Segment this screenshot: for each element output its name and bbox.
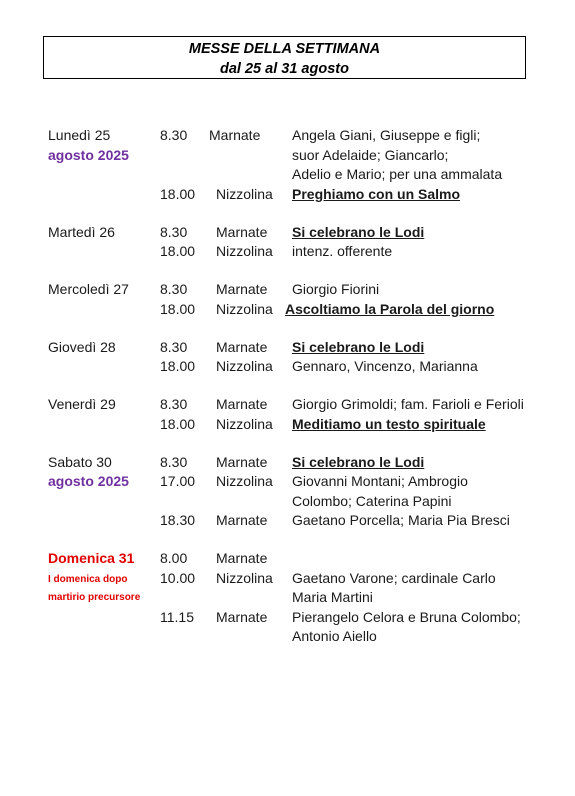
liturgical-note: I domenica dopo (48, 573, 128, 585)
mass-place: Nizzolina (216, 473, 273, 489)
mass-place: Nizzolina (216, 569, 273, 586)
mass-place: Marnate (216, 453, 268, 470)
mass-time: 18.00 (160, 185, 196, 202)
mass-time: 18.00 (160, 358, 196, 374)
schedule-row (0, 224, 575, 244)
day-label: Martedì 26 (48, 223, 115, 240)
mass-intention: Maria Martini (292, 589, 373, 605)
title-box (43, 36, 526, 79)
mass-time: 10.00 (160, 569, 196, 586)
mass-intention: Gaetano Varone; cardinale Carlo (292, 569, 496, 586)
day-label: Domenica 31 (48, 550, 135, 566)
mass-time: 17.00 (160, 473, 196, 489)
day-entry (0, 550, 575, 648)
schedule-row (0, 589, 575, 609)
schedule-row (0, 570, 575, 590)
schedule-row (0, 512, 575, 532)
mass-intention: Colombo; Caterina Papini (292, 492, 452, 509)
mass-time: 8.30 (160, 281, 188, 297)
prayer-activity: Meditiamo un testo spirituale (292, 415, 486, 432)
mass-intention: Giorgio Fiorini (292, 281, 380, 297)
schedule-row (0, 473, 575, 493)
page-title: MESSE DELLA SETTIMANA (188, 41, 381, 57)
prayer-activity: Si celebrano le Lodi (292, 453, 425, 470)
mass-place: Marnate (216, 512, 268, 528)
mass-place: Marnate (209, 127, 261, 143)
day-date-sub: agosto 2025 (48, 146, 129, 163)
schedule-row (0, 166, 575, 186)
mass-intention: Giovanni Montani; Ambrogio (292, 473, 468, 489)
mass-time: 8.30 (160, 396, 188, 412)
mass-time: 8.30 (160, 338, 188, 355)
mass-time: 8.30 (160, 127, 188, 143)
day-label: Giovedì 28 (48, 338, 116, 355)
schedule-row (0, 358, 575, 378)
mass-place: Marnate (216, 281, 268, 297)
mass-intention: suor Adelaide; Giancarlo; (292, 146, 449, 163)
mass-time: 18.00 (160, 415, 196, 432)
day-label: Mercoledì 27 (48, 281, 129, 297)
mass-intention: Gennaro, Vincenzo, Marianna (292, 358, 478, 374)
prayer-activity: Si celebrano le Lodi (292, 338, 425, 355)
mass-intention: Angela Giani, Giuseppe e figli; (292, 127, 481, 143)
mass-place: Marnate (216, 223, 268, 240)
mass-time: 8.30 (160, 223, 188, 240)
mass-intention: Gaetano Porcella; Maria Pia Bresci (292, 512, 510, 528)
day-entry (0, 127, 575, 205)
prayer-activity: Si celebrano le Lodi (292, 223, 425, 240)
day-entry (0, 454, 575, 532)
day-separator (0, 320, 575, 339)
mass-intention: intenz. offerente (292, 243, 393, 259)
day-date-sub: agosto 2025 (48, 473, 129, 489)
schedule-row (0, 127, 575, 147)
schedule-row (0, 243, 575, 263)
mass-place: Marnate (216, 338, 268, 355)
schedule-row (0, 281, 575, 301)
day-label: Sabato 30 (48, 453, 112, 470)
day-label: Lunedì 25 (48, 127, 111, 143)
day-separator (0, 205, 575, 224)
mass-time: 8.00 (160, 550, 188, 566)
schedule-row (0, 416, 575, 436)
mass-intention: Antonio Aiello (292, 628, 377, 644)
schedule-row (0, 454, 575, 474)
mass-intention: Adelio e Mario; per una ammalata (292, 166, 503, 182)
schedule-row (0, 147, 575, 167)
schedule-row (0, 339, 575, 359)
mass-schedule (0, 127, 575, 648)
schedule-row (0, 550, 575, 570)
mass-time: 18.30 (160, 512, 196, 528)
schedule-row (0, 628, 575, 648)
day-separator (0, 378, 575, 397)
mass-time: 8.30 (160, 453, 188, 470)
schedule-row (0, 609, 575, 629)
mass-place: Marnate (216, 396, 268, 412)
mass-place: Nizzolina (216, 300, 273, 317)
mass-time: 18.00 (160, 243, 196, 259)
day-entry (0, 339, 575, 378)
schedule-row (0, 301, 575, 321)
schedule-row (0, 186, 575, 206)
mass-place: Marnate (216, 550, 268, 566)
day-separator (0, 532, 575, 551)
day-entry (0, 396, 575, 435)
mass-place: Nizzolina (216, 243, 273, 259)
prayer-activity: Preghiamo con un Salmo (292, 185, 461, 202)
mass-place: Nizzolina (216, 358, 273, 374)
prayer-activity: Ascoltiamo la Parola del giorno (285, 300, 495, 317)
mass-time: 11.15 (160, 608, 194, 625)
day-separator (0, 263, 575, 282)
mass-place: Marnate (216, 608, 268, 625)
mass-place: Nizzolina (216, 185, 273, 202)
schedule-row (0, 396, 575, 416)
mass-place: Nizzolina (216, 415, 273, 432)
mass-intention: Giorgio Grimoldi; fam. Farioli e Ferioli (292, 396, 524, 412)
schedule-row (0, 493, 575, 513)
day-label: Venerdì 29 (48, 396, 116, 412)
liturgical-note: martirio precursore (48, 592, 141, 603)
day-entry (0, 281, 575, 320)
mass-intention: Pierangelo Celora e Bruna Colombo; (292, 608, 521, 625)
page-subtitle: dal 25 al 31 agosto (220, 61, 349, 77)
day-entry (0, 224, 575, 263)
day-separator (0, 435, 575, 454)
mass-time: 18.00 (160, 300, 196, 317)
